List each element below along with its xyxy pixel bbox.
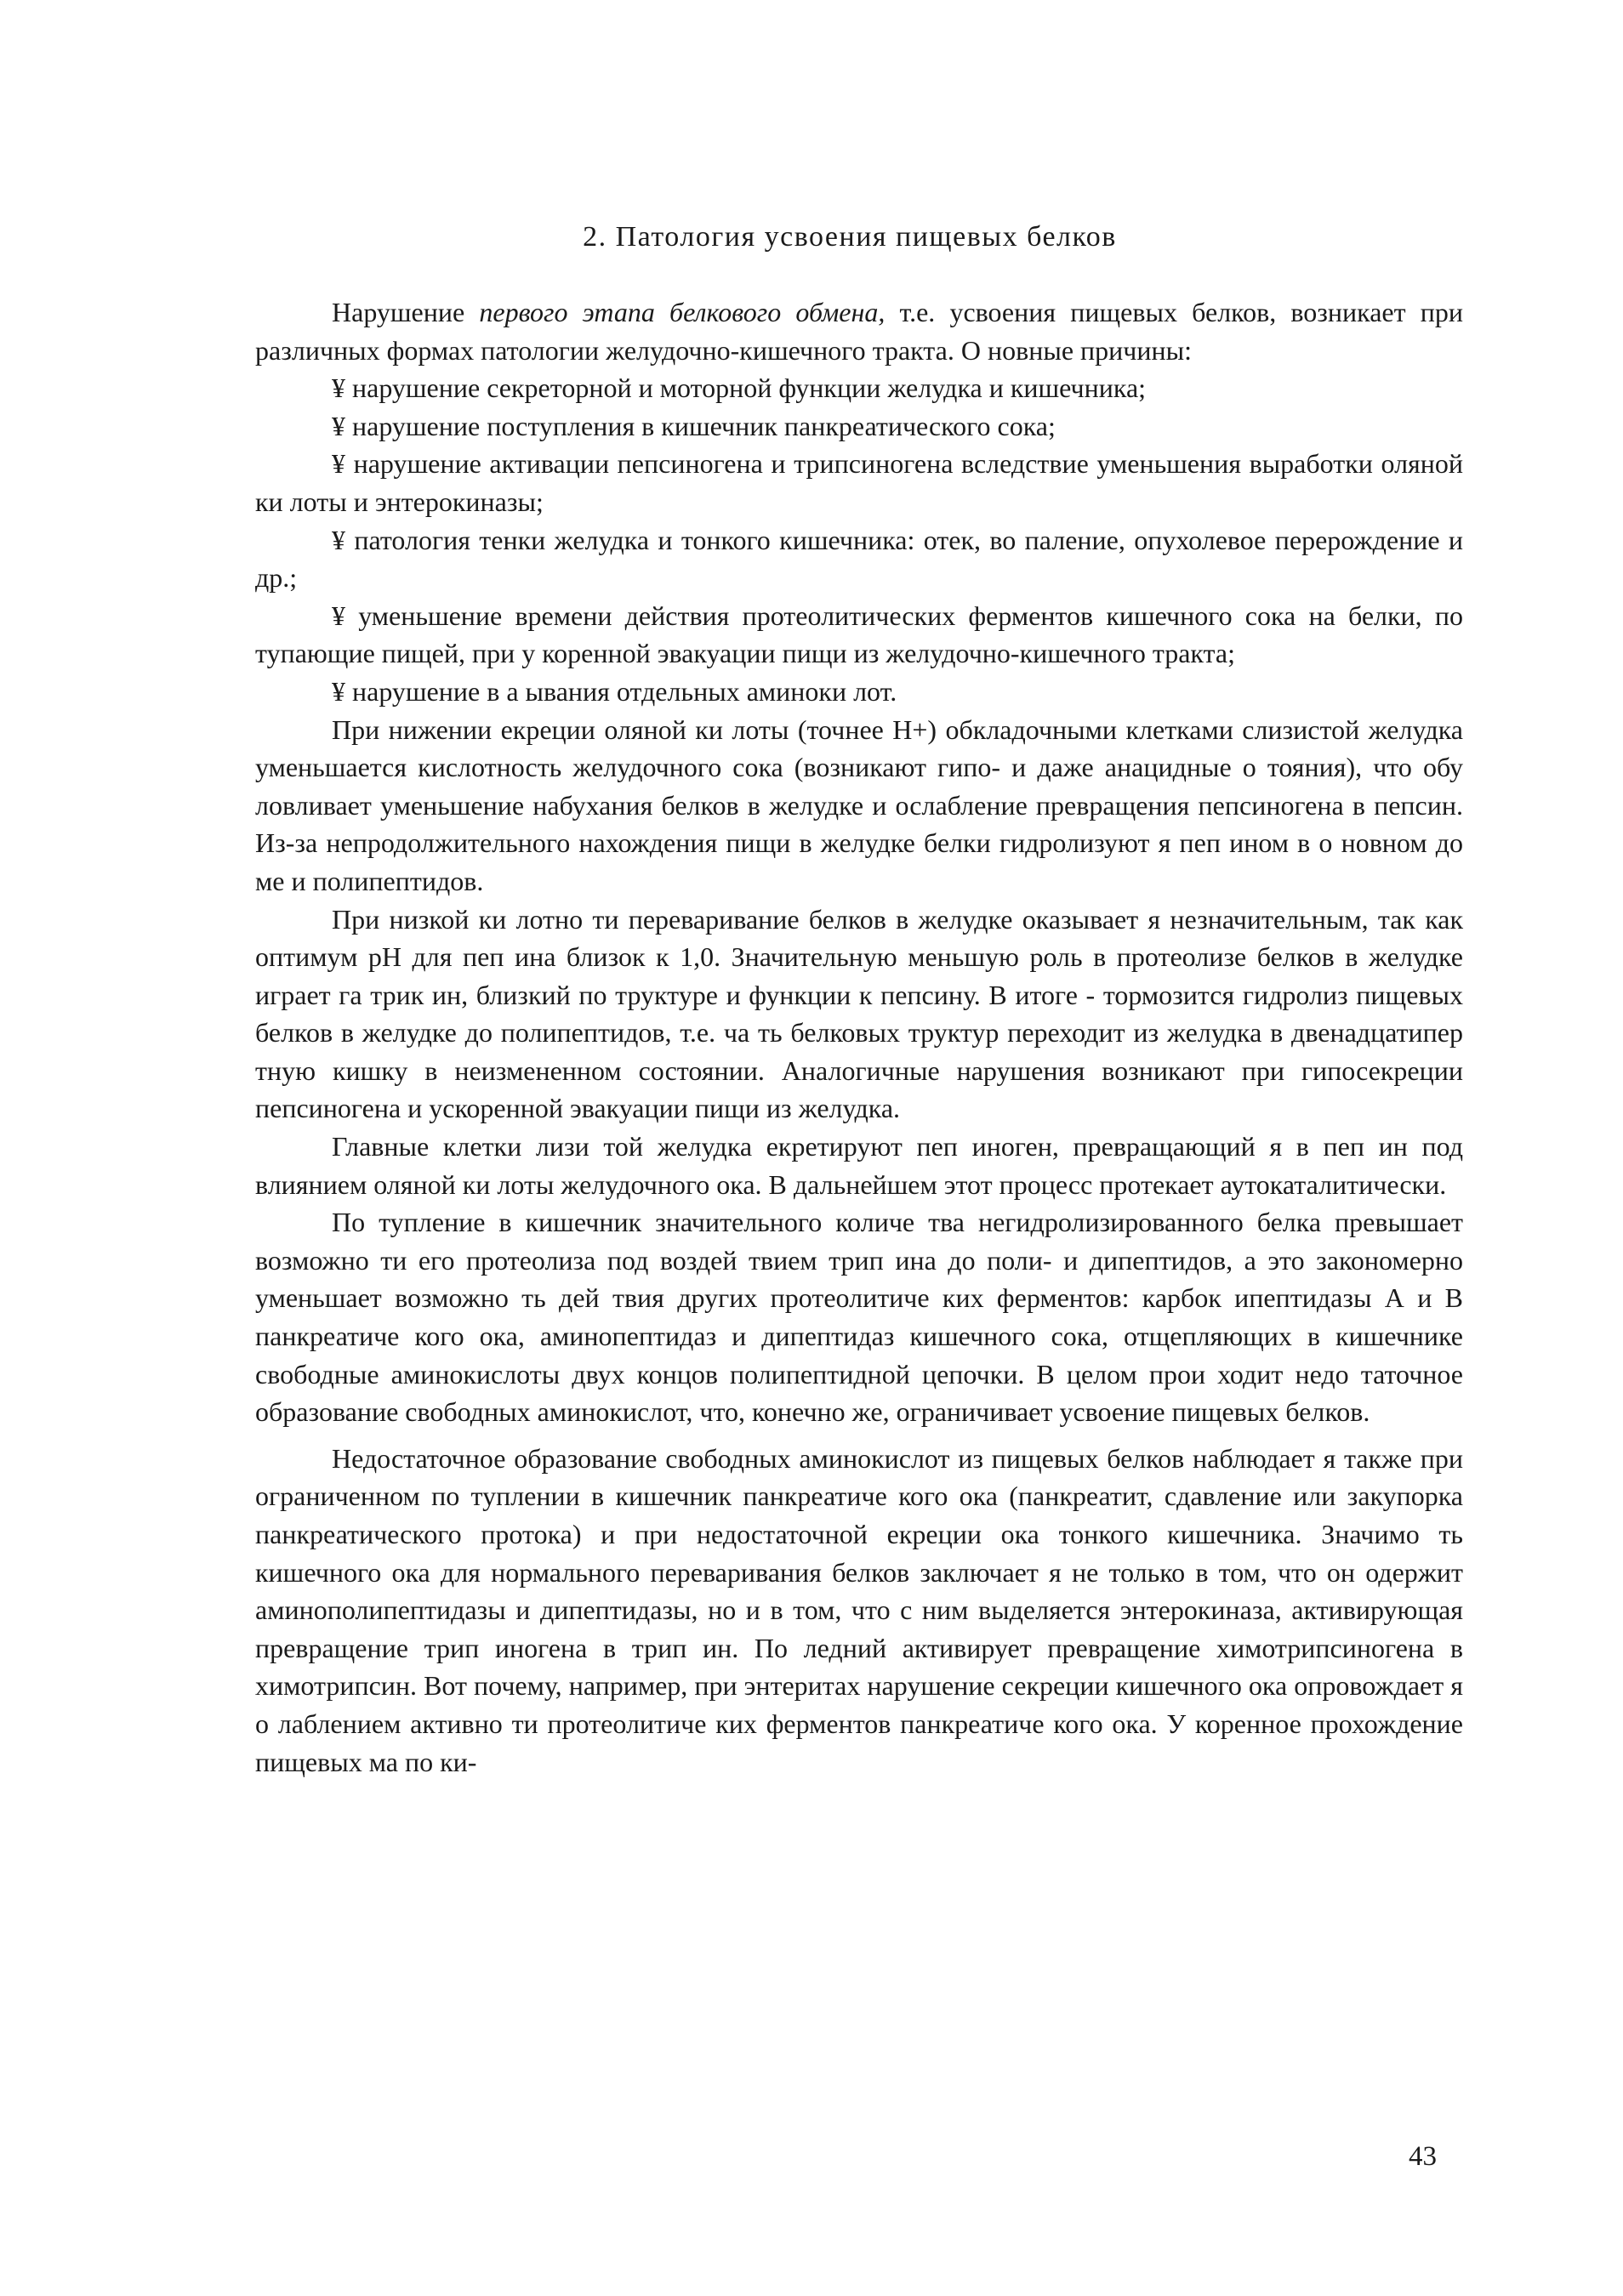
paragraph-1: При нижении екреции оляной ки лоты (точнее H+) обкладочными клетками слизистой желудка уменьшается кислотность желудочного сока (возникают гипо- и даже анацидные о тояния), что обу ловливает уменьшение набухания белков в желудке и ослабление превращения пепсиногена в пепсин. Из-за непродолжительного нахождения пищи в желудке белки гидролизуют я пеп ином в о новном до ме и полипептидов.	[255, 713, 1463, 896]
paragraph-5: Недостаточное образование свободных аминокислот из пищевых белков наблюдает я также при ограниченном по туплении в кишечник панкреатиче кого ока (панкреатит, сдавление или закупорка панкреатического протока) и при недостаточной екреции ока тонкого кишечника. Значимо ть кишечного ока для нормального переваривания белков заключает я не только в том, что он одержит аминополипептидазы и дипептидазы, но и в том, что с ним выделяется энтерокиназа, активирующая превращение трип иногена в трип ин. По ледний активирует превращение химотрипсиногена в химотрипсин. Вот почему, например, при энтеритах нарушение секреции кишечного ока опровождает я о лаблением активно ти протеолитиче ких ферментов панкреатиче кого ока. У коренное прохождение пищевых ма по ки-	[255, 1442, 1463, 1777]
paragraph-2: При низкой ки лотно ти переваривание белков в желудке оказывает я незначительным, так как оптимум pH для пеп ина близок к 1,0. Значительную меньшую роль в протеолизе белков в желудке играет га трик ин, близкий по труктуре и функции к пепсину. В итоге - тормозится гидролиз пищевых белков в желудке до полипептидов, т.е. ча ть белковых труктур переходит из желудка в двенадцатипер тную кишку в неизмененном состоянии. Аналогичные нарушения возникают при гипосекреции пепсиногена и ускоренной эвакуации пищи из желудка.	[255, 903, 1463, 1124]
intro-paragraph	[255, 293, 1463, 369]
body-text	[255, 293, 1463, 1781]
cause-item-4: ¥ патология тенки желудка и тонкого кишечника: отек, во паление, опухолевое перерождение и др.;	[255, 524, 1463, 594]
intro-before: Нарушение	[332, 297, 480, 327]
cause-item-1: ¥ нарушение секреторной и моторной функции желудка и кишечника;	[332, 372, 1147, 404]
paragraph-4: По тупление в кишечник значительного количе тва негидролизированного белка превышает возможно ти его протеолиза под воздей твием трип ина до поли- и дипептидов, а это закономерно уменьшает возможно ть дей твия других протеолитиче ких ферментов: карбок ипептидазы А и В панкреатиче кого ока, аминопептидаз и дипептидаз кишечного сока, отщепляющих в кишечнике свободные аминокислоты двух концов полипептидной цепочки. В целом прои ходит недо таточное образование свободных аминокислот, что, конечно же, ограничивает усвоение пищевых белков.	[255, 1207, 1463, 1428]
cause-item-3: ¥ нарушение активации пепсиногена и трипсиногена вследствие уменьшения выработки оляной ки лоты и энтерокиназы;	[255, 448, 1463, 517]
section-heading: 2. Патология усвоения пищевых белков	[583, 221, 1117, 253]
cause-item-5: ¥ уменьшение времени действия протеолитических ферментов кишечного сока на белки, по тупающие пищей, при у коренной эвакуации пищи из желудочно-кишечного тракта;	[255, 600, 1463, 669]
cause-item-6: ¥ нарушение в а ывания отдельных аминоки лот.	[332, 675, 897, 707]
cause-item-2: ¥ нарушение поступления в кишечник панкреатического сока;	[332, 410, 1056, 441]
page-number: 43	[1409, 2141, 1437, 2172]
intro-emphasis: первого этапа белкового обмена,	[479, 297, 886, 327]
intro-after: т.е. усвоения пищевых белков, возникает при различных формах патологии желудочно-кишечного тракта. О новные причины:	[255, 297, 1464, 366]
paragraph-3: Главные клетки лизи той желудка екретируют пеп иноген, превращающий я в пеп ин под влиянием оляной ки лоты желудочного ока. В дальнейшем этот процесс протекает аутокаталитически.	[255, 1131, 1463, 1200]
